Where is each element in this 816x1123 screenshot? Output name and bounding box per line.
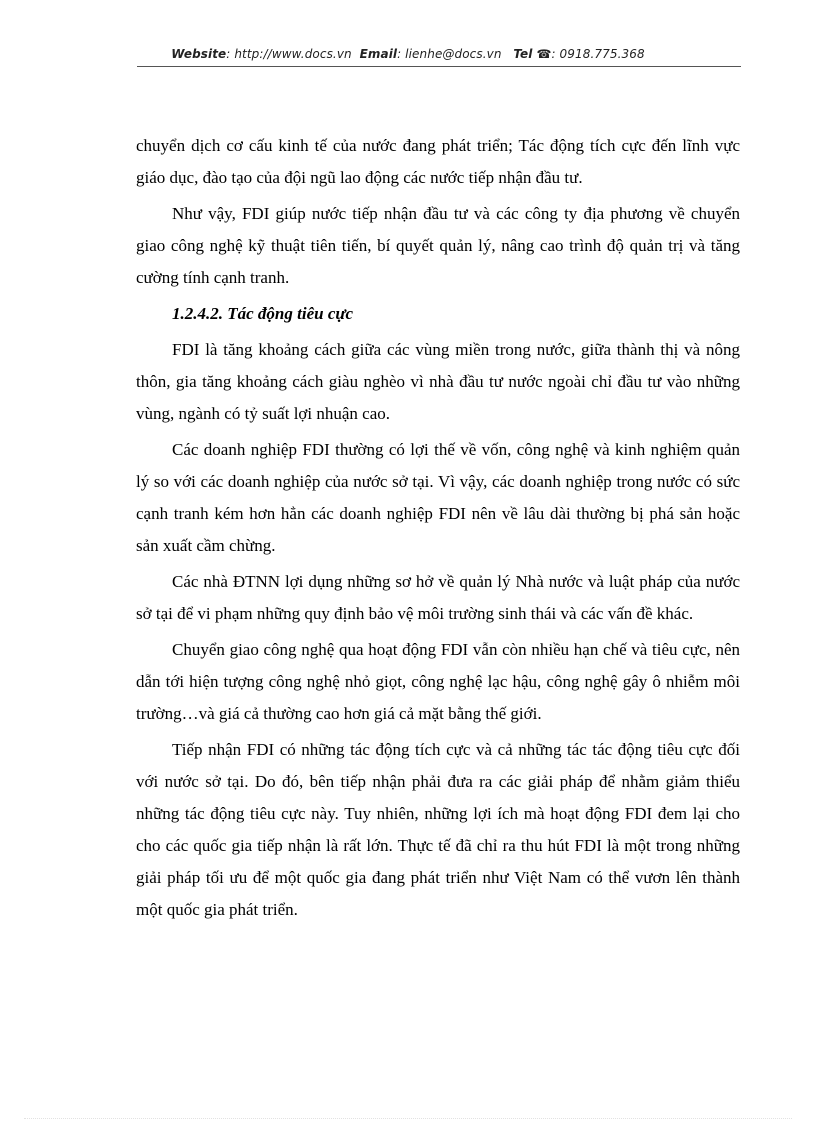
header-divider (137, 66, 741, 67)
paragraph-3: FDI là tăng khoảng cách giữa các vùng miền trong nước, giữa thành thị và nông thôn, gia tăng khoảng cách giàu nghèo vì nhà đầu tư nước ngoài chỉ đầu tư vào những vùng, ngành có tỷ suất lợi nhuận cao. (136, 340, 740, 423)
paragraph-6: Chuyển giao công nghệ qua hoạt động FDI vẫn còn nhiều hạn chế và tiêu cực, nên dẫn tới hiện tượng công nghệ nhỏ giọt, công nghệ lạc hậu, công nghệ gây ô nhiễm môi trường…và giá cả thường cao hơn giá cả mặt bằng thế giới. (136, 640, 740, 723)
tel-value: : 0918.775.368 (551, 47, 645, 61)
section-heading: 1.2.4.2. Tác động tiêu cực (172, 304, 354, 323)
website-value: : http://www.docs.vn (226, 47, 352, 61)
phone-icon: ☎ (536, 47, 552, 61)
paragraph-7: Tiếp nhận FDI có những tác động tích cực và cả những tác tác động tiêu cực đối với nước sở tại. Do đó, bên tiếp nhận phải đưa ra các giải pháp để nhằm giảm thiểu những tác động tiêu cực này. Tuy nhiên, những lợi ích mà hoạt động FDI đem lại cho cho các quốc gia tiếp nhận là rất lớn. Thực tế đã chỉ ra thu hút FDI là một trong những giải pháp tối ưu để một quốc gia đang phát triển như Việt Nam có thể vươn lên thành một quốc gia phát triển. (136, 740, 740, 919)
document-body (136, 130, 740, 930)
email-value: : lienhe@docs.vn (397, 47, 502, 61)
paragraph-1: chuyển dịch cơ cấu kinh tế của nước đang phát triển; Tác động tích cực đến lĩnh vực giáo dục, đào tạo của đội ngũ lao động các nước tiếp nhận đầu tư. (136, 136, 740, 187)
tel-label: Tel (513, 47, 533, 61)
page-header (0, 47, 816, 61)
footer-divider (24, 1118, 792, 1119)
website-label: Website (171, 47, 227, 61)
paragraph-4: Các doanh nghiệp FDI thường có lợi thế về vốn, công nghệ và kinh nghiệm quản lý so với các doanh nghiệp của nước sở tại. Vì vậy, các doanh nghiệp trong nước có sức cạnh tranh kém hơn hẳn các doanh nghiệp FDI nên về lâu dài thường bị phá sản hoặc sản xuất cầm chừng. (136, 440, 740, 555)
paragraph-2: Như vậy, FDI giúp nước tiếp nhận đầu tư và các công ty địa phương về chuyển giao công nghệ kỹ thuật tiên tiến, bí quyết quản lý, nâng cao trình độ quản trị và tăng cường tính cạnh tranh. (136, 204, 740, 287)
email-label: Email (359, 47, 398, 61)
paragraph-5: Các nhà ĐTNN lợi dụng những sơ hở về quản lý Nhà nước và luật pháp của nước sở tại để vi phạm những quy định bảo vệ môi trường sinh thái và các vấn đề khác. (136, 572, 740, 623)
